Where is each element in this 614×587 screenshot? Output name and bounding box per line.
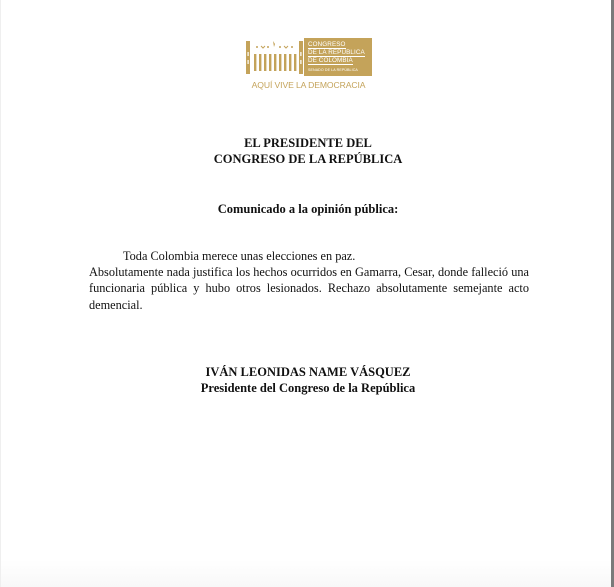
logo-line-1: CONGRESO [308, 41, 346, 48]
logo-line-2: DE LA REPÚBLICA [308, 49, 365, 56]
signature-name: IVÁN LEONIDAS NAME VÁSQUEZ [205, 365, 411, 379]
congress-logo [245, 38, 372, 76]
document-subtitle: Comunicado a la opinión pública: [217, 202, 399, 216]
signature-role: Presidente del Congreso de la República [200, 381, 416, 395]
logo-line-4: SENADO DE LA REPÚBLICA [308, 68, 358, 72]
congress-building-icon [245, 38, 304, 76]
paragraph-1: Toda Colombia merece unas elecciones en paz. [123, 249, 356, 263]
paragraph-2: Absolutamente nada justifica los hechos ocurridos en Gamarra, Cesar, donde falleció una funcionaria pública y hubo otros lesionados. Rechazo absolutamente semejante acto demencial. [89, 265, 529, 312]
logo-text-box [304, 38, 372, 76]
logo-tagline: AQUÍ VIVE LA DEMOCRACIA [251, 80, 366, 90]
logo-line-3: DE COLOMBIA [308, 57, 353, 64]
document-title-line-1: EL PRESIDENTE DEL [244, 136, 372, 150]
document-title-line-2: CONGRESO DE LA REPÚBLICA [213, 152, 403, 166]
